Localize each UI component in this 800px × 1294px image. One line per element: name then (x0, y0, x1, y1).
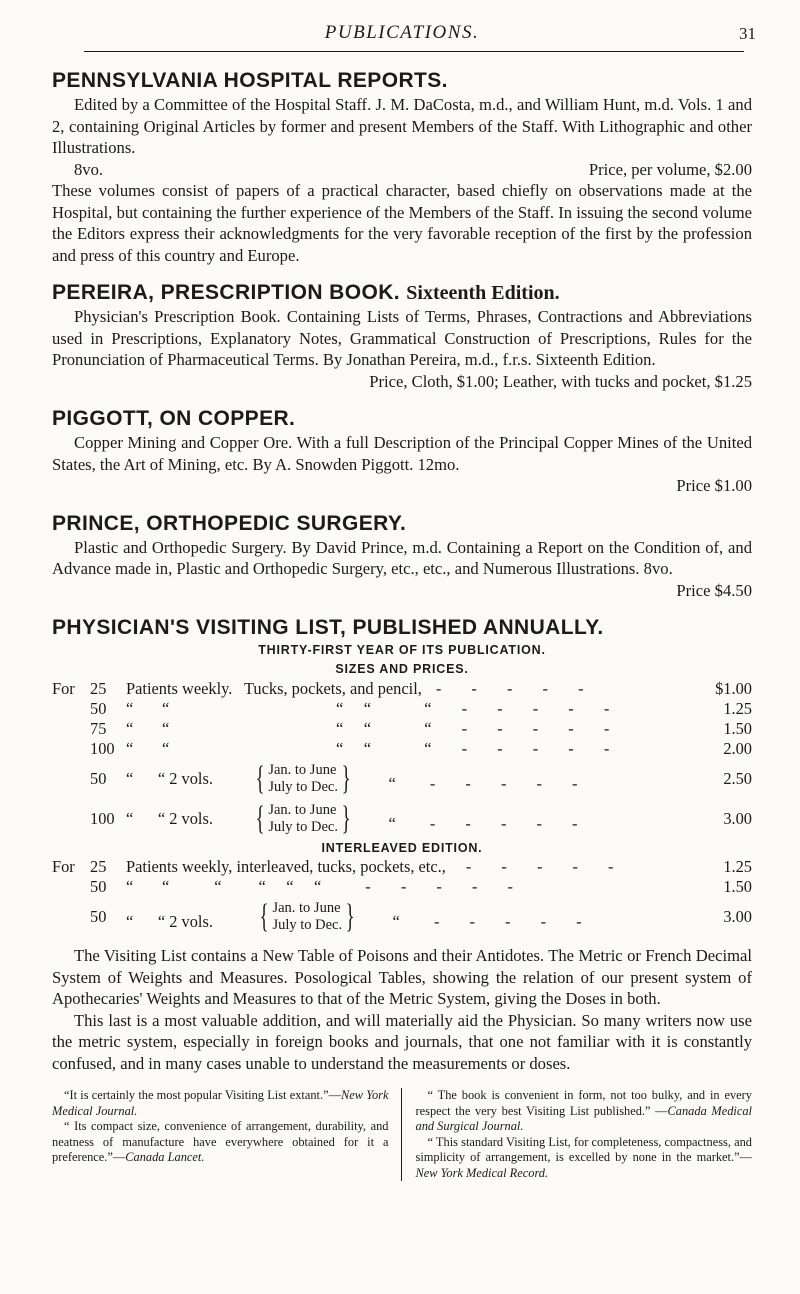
row-for (52, 739, 90, 759)
running-head-rule (84, 51, 744, 52)
quote-text: “It is certainly the most popular Visiting List extant.”— (64, 1088, 341, 1102)
running-head (52, 0, 756, 68)
row-patients: “ “ (126, 699, 170, 718)
quote-text: “ Its compact size, convenience of arrangement, durability, and neatness of manufacture have everywhere obtained for it a preference.”— (52, 1119, 389, 1164)
row-description: { Jan. to June July to Dec. } “ - - - - - (255, 760, 591, 797)
range-first-half: Jan. to June (272, 900, 341, 916)
entry-price: Price, per volume, $2.00 (588, 159, 752, 179)
year-caption: THIRTY-FIRST YEAR OF ITS PUBLICATION. (258, 643, 546, 657)
row-patients-text: Patients weekly, interleaved, tucks, pockets, etc., (126, 857, 446, 876)
entry-heading: PRINCE, ORTHOPEDIC SURGERY. (52, 511, 407, 535)
row-patients: “ “ “ “ “ “ - - - - - (126, 877, 526, 896)
row-count: 50 (90, 907, 107, 926)
row-count: 75 (90, 719, 107, 738)
row-patients: Patients weekly, interleaved, tucks, pockets, etc., - - - - - (126, 857, 627, 876)
entry-pereira-prescription-book (52, 280, 752, 392)
row-count: 100 (90, 739, 115, 758)
row-price: 3.00 (723, 809, 752, 828)
interleaved-price-table (52, 857, 752, 937)
press-quote (52, 1088, 389, 1119)
row-count: 25 (90, 857, 107, 876)
entry-heading: PENNSYLVANIA HOSPITAL REPORTS. (52, 69, 448, 92)
table-row (52, 857, 752, 877)
row-ditto: “ (388, 814, 396, 833)
entry-description: Plastic and Orthopedic Surgery. By David Prince, m.d. Containing a Report on the Condition of, and Advance made in, Plastic and Orthopedic Surgery, etc., etc., and Numerous Illustrations. 8vo. (52, 537, 752, 578)
row-for: For (52, 857, 75, 876)
table-row (52, 877, 752, 897)
row-patients: “ “ 2 vols. (126, 809, 213, 828)
entry-description: Copper Mining and Copper Ore. With a full Description of the Principal Copper Mines of the United States, the Art of Mining, etc. By A. Snowden Piggott. 12mo. (52, 433, 752, 474)
row-patients-text: “ “ “ “ “ “ (126, 877, 322, 896)
entry-physicians-visiting-list (52, 615, 752, 1074)
row-price: 1.50 (723, 877, 752, 896)
quote-text: “ The book is convenient in form, not too bulky, and in every respect the very best Visiting List published.” — (415, 1088, 752, 1118)
row-price: 1.25 (723, 699, 752, 718)
range-second-half: July to Dec. (268, 819, 338, 835)
range-first-half: Jan. to June (268, 802, 337, 818)
row-patients: “ “ (126, 719, 170, 738)
row-patients: “ “ 2 vols. { Jan. to June July to Dec. } “ - - - - - (126, 898, 595, 935)
quote-source: New York Medical Journal. (52, 1088, 389, 1118)
entry-price: Price $1.00 (676, 476, 752, 495)
row-desc-text: “ “ “ (336, 719, 432, 738)
entry-format: 8vo. (74, 159, 104, 179)
quotes-left-column (52, 1088, 402, 1181)
press-quotes (52, 1088, 752, 1181)
sizes-caption: SIZES AND PRICES. (335, 662, 469, 676)
row-for (52, 719, 90, 739)
entry-heading: PHYSICIAN'S VISITING LIST, PUBLISHED ANNUALLY. (52, 616, 604, 639)
quote-text: “ This standard Visiting List, for completeness, compactness, and simplicity of arrangement, is excelled by none in the market.”— (415, 1134, 752, 1164)
page-number: 31 (739, 24, 756, 43)
row-count: 50 (90, 877, 107, 896)
table-row (52, 699, 752, 719)
range-first-half: Jan. to June (268, 762, 337, 778)
row-patients: Patients weekly. (126, 679, 233, 698)
row-description: “ “ “ - - - - - (244, 719, 700, 739)
row-desc-text: Tucks, pockets, and pencil, (244, 679, 422, 698)
running-head-title: PUBLICATIONS. (324, 22, 480, 43)
range-second-half: July to Dec. (268, 779, 338, 795)
row-count: 25 (90, 679, 107, 698)
row-description: “ “ “ - - - - - (244, 699, 700, 719)
quote-source: Canada Lancet. (125, 1150, 205, 1164)
entry-heading: PIGGOTT, ON COPPER. (52, 407, 296, 430)
quote-source: Canada Medical and Surgical Journal. (415, 1103, 752, 1133)
row-price: 2.00 (723, 739, 752, 758)
row-count: 50 (90, 769, 107, 788)
row-count: 50 (90, 699, 107, 718)
table-row (52, 719, 752, 739)
price-table (52, 679, 752, 839)
table-row (52, 739, 752, 759)
row-patients-text: “ “ 2 vols. (126, 912, 213, 931)
entry-heading (52, 280, 752, 306)
row-description: Tucks, pockets, and pencil, - - - - - (244, 679, 597, 698)
row-for (52, 699, 90, 719)
row-price: 3.00 (723, 907, 752, 926)
entry-piggott-on-copper (52, 406, 752, 497)
entry-prince-orthopedic-surgery (52, 511, 752, 602)
entry-price-line (52, 159, 752, 181)
row-patients: “ “ (126, 739, 170, 758)
table-row (52, 679, 752, 699)
entry-note: These volumes consist of papers of a practical character, based chiefly on observations made at the Hospital, but containing the further experience of the Members of the Staff. In issuing the second volume the Editors express their acknowledgments for the very favorable reception of the first by the profession and press of this country and Europe. (52, 181, 752, 265)
row-description: { Jan. to June July to Dec. } “ - - - - - (255, 800, 591, 837)
row-description: “ “ “ - - - - - (244, 739, 700, 759)
row-for (52, 799, 90, 839)
row-price: 2.50 (723, 769, 752, 788)
entry-subheading: Sixteenth Edition. (406, 282, 560, 304)
row-for: For (52, 679, 75, 698)
row-ditto: “ (392, 912, 400, 931)
press-quote (416, 1088, 753, 1135)
entry-price: Price $4.50 (676, 580, 752, 600)
row-price: 1.50 (723, 719, 752, 738)
entry-pennsylvania-hospital-reports (52, 68, 752, 266)
row-desc-text: “ “ “ (336, 739, 432, 758)
row-for (52, 877, 90, 897)
visiting-list-paragraph: The Visiting List contains a New Table of Poisons and their Antidotes. The Metric or French Decimal System of Weights and Measures. Posological Tables, showing the relation of our present system of Apothecaries' Weights and Measures to that of the Metric System, giving the Doses in both. (52, 946, 752, 1008)
entry-description: Edited by a Committee of the Hospital Staff. J. M. DaCosta, m.d., and William Hunt, m.d. Vols. 1 and 2, containing Original Articles by former and present Members of the Staff. With Lithographic and other Illustrations. (52, 95, 752, 157)
table-row (52, 799, 752, 839)
press-quote (416, 1135, 753, 1182)
entry-heading-text: PEREIRA, PRESCRIPTION BOOK. (52, 281, 401, 304)
row-ditto: “ (388, 774, 396, 793)
row-for (52, 897, 90, 937)
range-second-half: July to Dec. (272, 917, 343, 933)
table-row (52, 759, 752, 799)
row-price: $1.00 (715, 679, 752, 698)
press-quote (52, 1119, 389, 1166)
table-row (52, 897, 752, 937)
visiting-list-paragraph: This last is a most valuable addition, and will materially aid the Physician. So many writers now use the metric system, especially in foreign books and journals, that one not familiar with it is constantly confused, and in many cases unable to understand the measurements or doses. (52, 1010, 752, 1073)
row-patients: “ “ 2 vols. (126, 769, 213, 788)
row-price: 1.25 (723, 857, 752, 876)
quote-source: New York Medical Record. (415, 1165, 549, 1180)
quotes-right-column (416, 1088, 753, 1181)
row-for (52, 759, 90, 799)
row-desc-text: “ “ “ (336, 699, 432, 718)
row-count: 100 (90, 809, 115, 828)
interleaved-caption: INTERLEAVED EDITION. (321, 841, 483, 855)
entry-description: Physician's Prescription Book. Containing Lists of Terms, Phrases, Contractions and Abbreviations used in Prescriptions, Explanatory Notes, Grammatical Construction of Prescriptions, Rules for the Pronunciation of Pharmaceutical Terms. By Jonathan Pereira, m.d., f.r.s. Sixteenth Edition. (52, 307, 752, 369)
entry-price: Price, Cloth, $1.00; Leather, with tucks and pocket, $1.25 (369, 371, 752, 391)
